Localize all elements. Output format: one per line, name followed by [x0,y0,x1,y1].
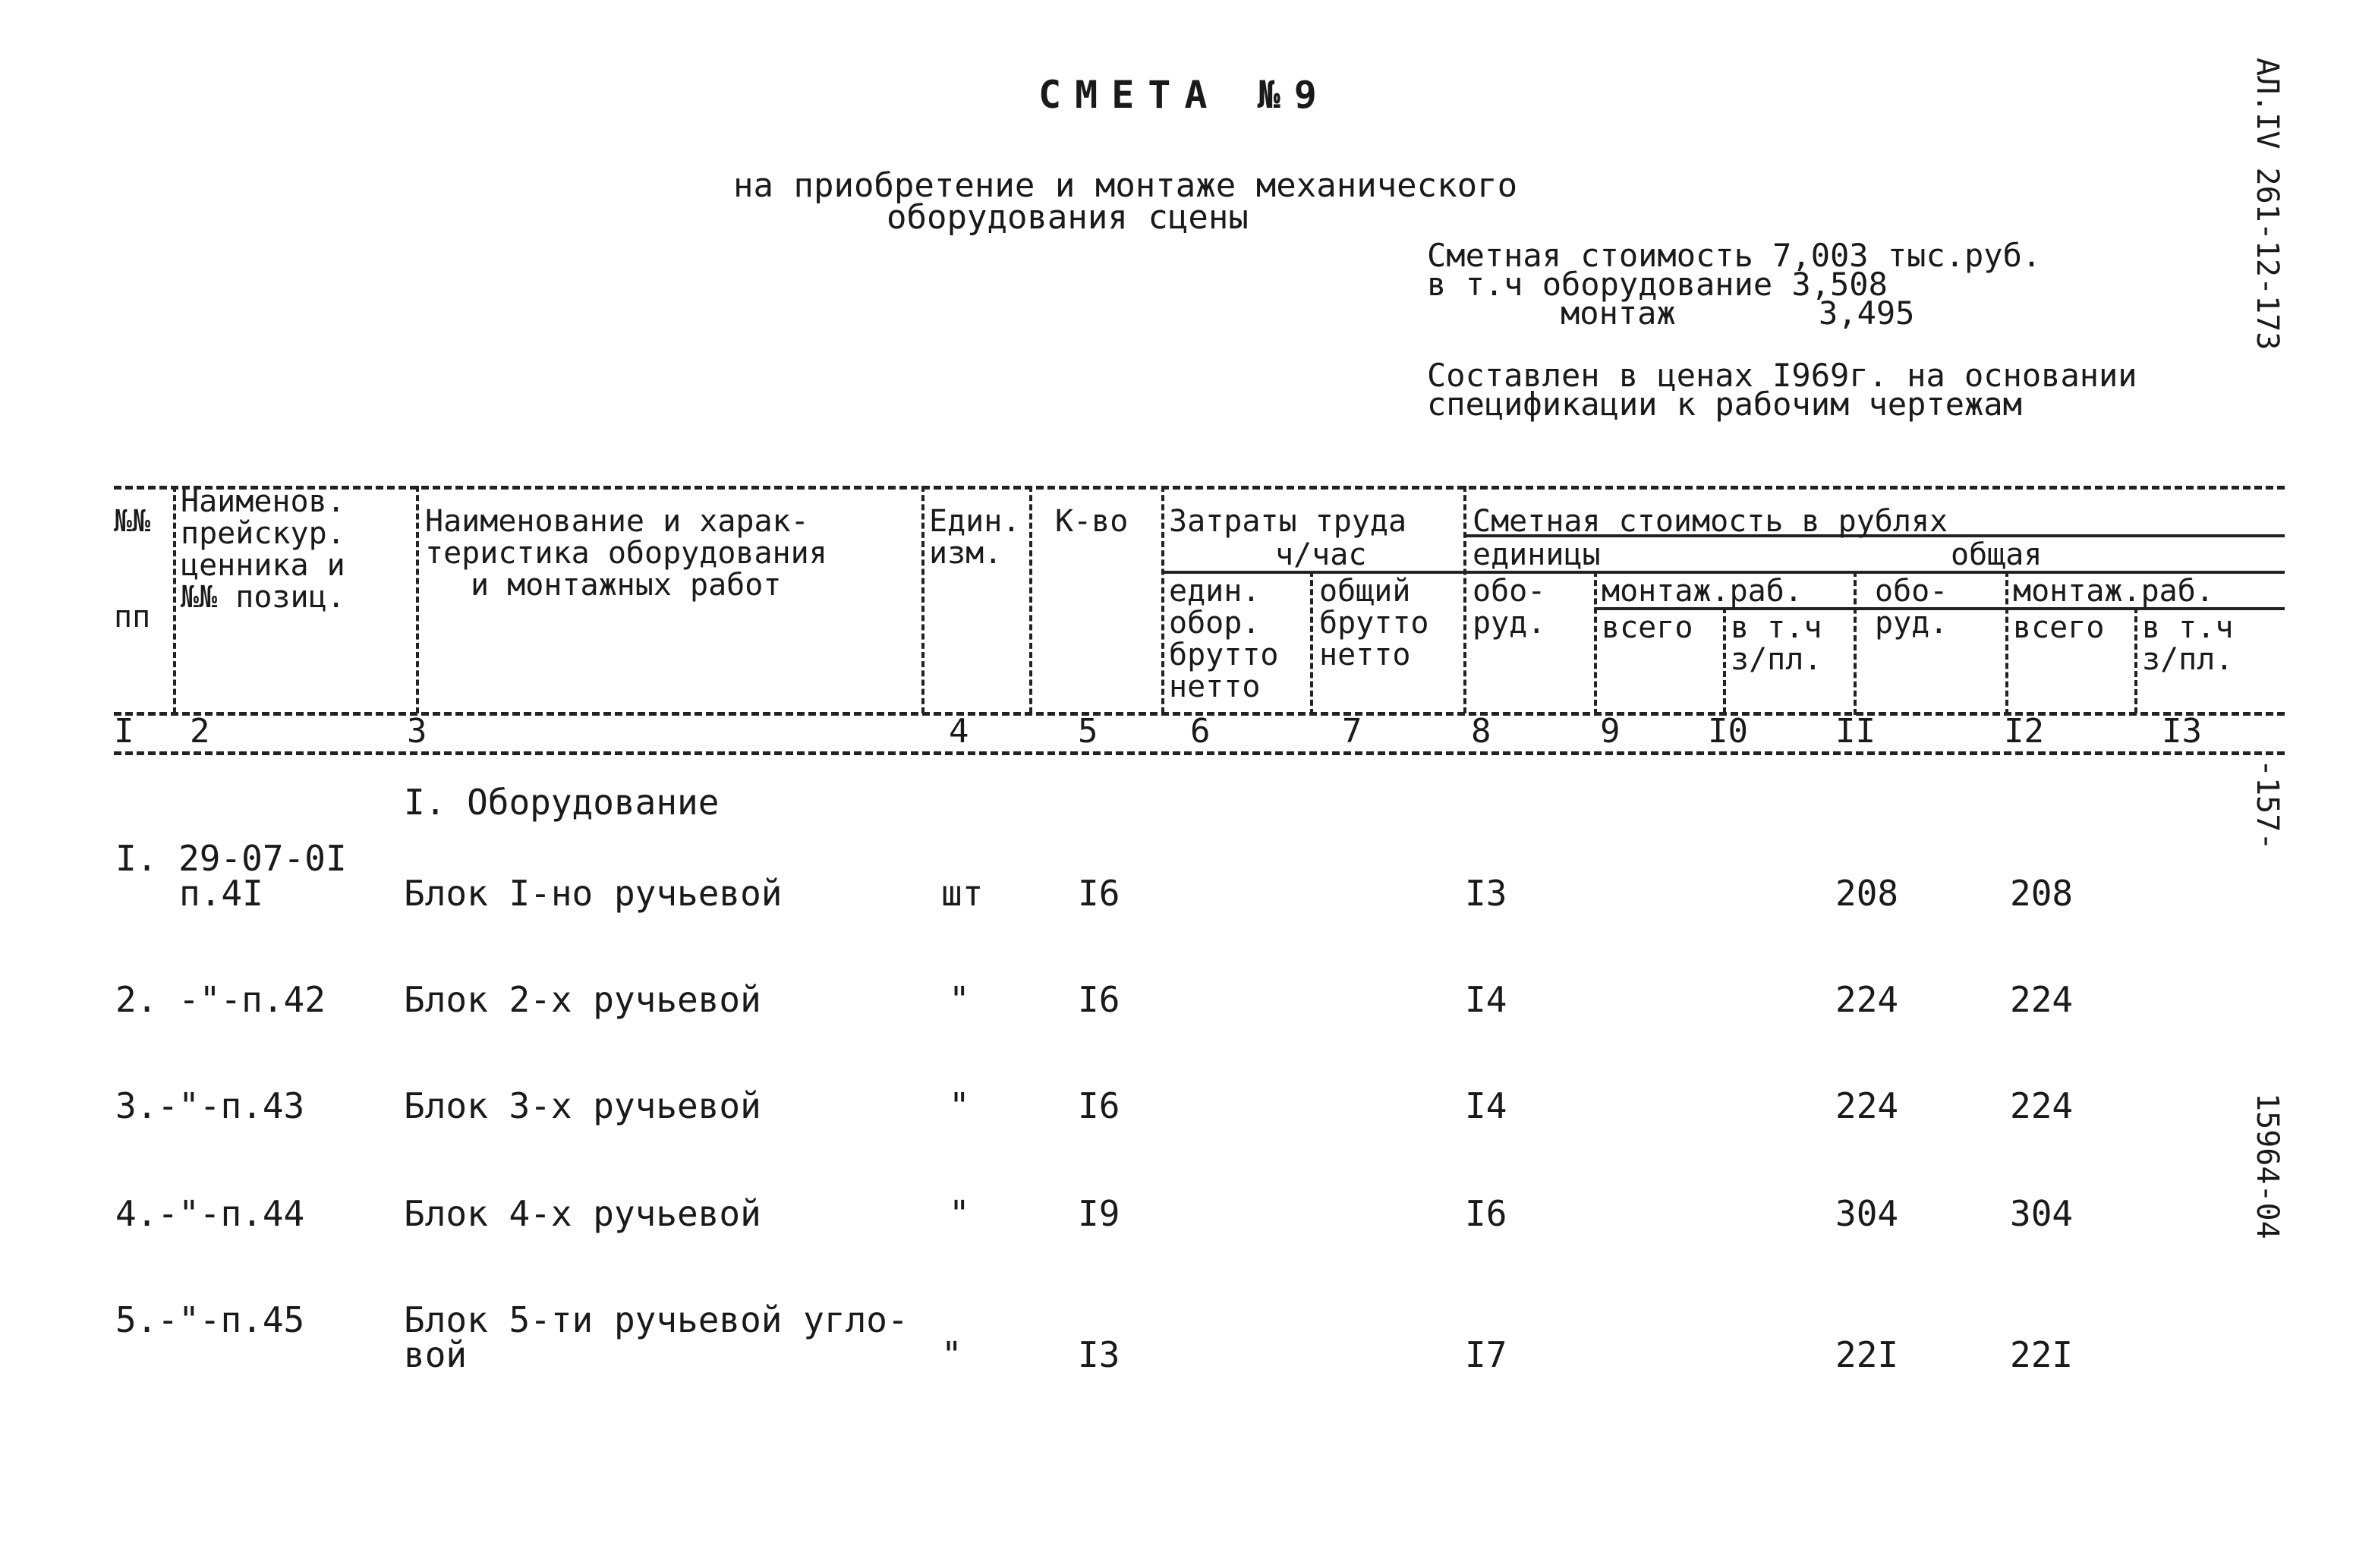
header-c13-line2: з/пл. [2142,642,2234,677]
col-divider-3 [921,486,924,713]
equipment-cost-line: в т.ч оборудование 3,508 [1427,266,1888,303]
header-c3-line2: теристика оборудования [425,536,827,571]
row-2-total-installation: 224 [2010,979,2074,1020]
subtitle-line-2: оборудования сцены [887,198,1249,237]
header-c2-line4: №№ позиц. [181,580,345,615]
price-basis-line-1: Составлен в ценах I969г. на основании [1427,357,2137,394]
subtitle-line-1: на приобретение и монтаже механического [733,166,1518,205]
header-c8-line2: руд. [1473,606,1546,641]
row-5-name-2: вой [404,1334,468,1375]
header-c6-line4: нетто [1169,669,1261,704]
row-2-qty: I6 [1078,979,1120,1020]
header-c2-line1: Наименов. [181,484,345,519]
row-1-unit: шт [941,873,984,914]
row-5-name: Блок 5-ти ручьевой угло- [404,1299,909,1340]
page-number: -157- [2250,759,2285,851]
header-c1-line1: №№ [114,504,151,539]
header-c13-line1: в т.ч [2142,610,2234,645]
header-total: общая [1951,537,2043,572]
row-4-number: 4.-"-п.44 [115,1193,305,1234]
estimated-cost-line: Сметная стоимость 7,003 тыс.руб. [1427,237,2042,274]
header-unit: единицы [1473,537,1601,572]
column-number-9: 9 [1600,712,1621,751]
price-basis-line-2: спецификации к рабочим чертежам [1427,386,2022,423]
header-c12: всего [2013,610,2105,645]
header-c1-line2: пп [114,600,151,634]
row-4-qty: I9 [1078,1193,1120,1234]
header-montage-total: монтаж.раб. [2013,574,2214,609]
row-1-unit-equipment: I3 [1465,873,1507,914]
header-c4-line1: Един. [929,504,1021,539]
column-number-13: I3 [2162,712,2202,751]
row-2-unit: " [949,979,970,1020]
document-title: СМЕТА №9 [1038,73,1331,117]
header-c2-line3: ценника и [181,548,345,583]
row-3-qty: I6 [1078,1085,1120,1126]
col-divider-2 [416,486,419,713]
row-4-name: Блок 4-х ручьевой [404,1193,761,1234]
row-3-unit: " [949,1085,970,1126]
col-divider-12 [2134,607,2137,713]
row-4-total-equipment: 304 [1835,1193,1899,1234]
header-c3-line1: Наименование и харак- [425,504,809,539]
row-5-number: 5.-"-п.45 [115,1299,305,1340]
row-3-total-installation: 224 [2010,1085,2074,1126]
header-labor-unit: ч/час [1275,537,1367,572]
header-c3-line3: и монтажных работ [471,568,782,603]
header-c9: всего [1602,610,1693,645]
row-4-total-installation: 304 [2010,1193,2074,1234]
row-2-total-equipment: 224 [1835,979,1899,1020]
header-c8-line1: обо- [1473,574,1546,609]
row-5-total-equipment: 22I [1835,1334,1899,1375]
row-5-unit-equipment: I7 [1465,1334,1507,1375]
row-3-number: 3.-"-п.43 [115,1085,305,1126]
column-number-5: 5 [1078,712,1098,751]
row-4-unit-equipment: I6 [1465,1193,1507,1234]
row-3-total-equipment: 224 [1835,1085,1899,1126]
col-divider-11 [2005,571,2008,715]
row-1-number-2: п.4I [179,873,263,914]
column-number-7: 7 [1342,712,1362,751]
row-2-number: 2. -"-п.42 [115,979,326,1020]
col-divider-6 [1310,571,1313,715]
row-2-unit-equipment: I4 [1465,979,1507,1020]
header-c6-line2: обор. [1169,606,1261,641]
table-top-border [114,486,2285,490]
column-number-10: I0 [1708,712,1748,751]
column-number-8: 8 [1471,712,1491,751]
column-number-4: 4 [949,712,969,751]
row-1-total-installation: 208 [2010,873,2074,914]
column-number-1: I [114,712,134,751]
row-4-unit: " [949,1193,970,1234]
column-number-12: I2 [2004,712,2044,751]
row-3-unit-equipment: I4 [1465,1085,1507,1126]
row-1-number: I. 29-07-0I [115,838,347,879]
col-divider-4 [1029,486,1032,713]
document-code: 15964-04 [2250,1093,2285,1239]
header-montage-unit: монтаж.раб. [1602,574,1803,609]
col-divider-8 [1594,571,1597,715]
installation-cost-value: 3,495 [1819,294,1915,332]
row-5-qty: I3 [1078,1334,1120,1375]
row-3-name: Блок 3-х ручьевой [404,1085,761,1126]
column-number-6: 6 [1190,712,1211,751]
column-number-3: 3 [407,712,427,751]
header-c7-line1: общий [1319,574,1411,609]
col-divider-1 [173,486,176,713]
row-1-total-equipment: 208 [1835,873,1899,914]
column-number-2: 2 [190,712,210,751]
header-c11-line2: руд. [1875,606,1948,641]
header-c4-line2: изм. [929,536,1003,571]
row-1-qty: I6 [1078,873,1120,914]
header-c5: К-во [1055,504,1129,539]
header-c10-line1: в т.ч [1731,610,1822,645]
header-c6-line1: един. [1169,574,1261,609]
installation-cost-label: монтаж [1561,294,1676,332]
header-c7-line2: брутто [1319,606,1429,641]
column-number-11: II [1835,712,1876,751]
col-divider-10 [1854,571,1857,715]
col-divider-7 [1463,486,1466,713]
header-labor: Затраты труда [1169,504,1407,539]
col-divider-5 [1161,486,1164,713]
header-c2-line2: прейскур. [181,516,345,551]
header-c10-line2: з/пл. [1731,642,1822,677]
header-cost: Сметная стоимость в рублях [1473,504,1948,539]
row-1-name: Блок I-но ручьевой [404,873,783,914]
section-title: I. Оборудование [404,782,720,823]
header-c6-line3: брутто [1169,638,1279,672]
album-reference: АЛ.IV 261-12-173 [2250,58,2285,351]
header-c7-line3: нетто [1319,638,1411,672]
column-number-bottom-border [114,751,2285,755]
row-5-total-installation: 22I [2010,1334,2074,1375]
header-c11-line1: обо- [1875,574,1948,609]
row-5-unit: " [941,1334,962,1375]
col-divider-9 [1723,607,1726,713]
row-2-name: Блок 2-х ручьевой [404,979,761,1020]
